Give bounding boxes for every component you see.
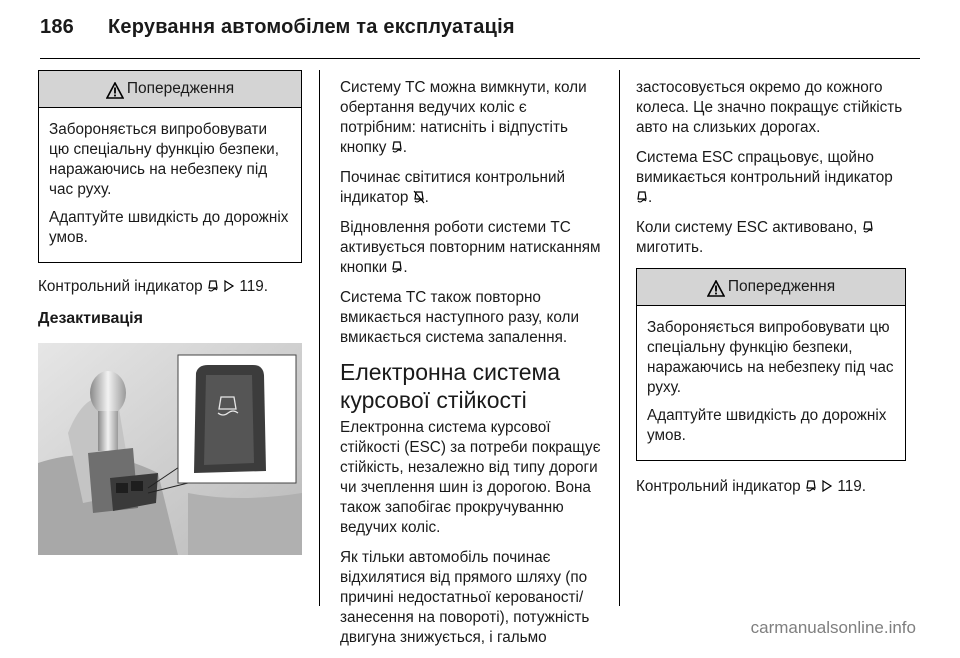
paragraph-text: Відновлення роботи системи ТС активується повторним натисканням кнопки	[340, 219, 601, 276]
warning-advice: Адаптуйте швидкість до дорожніх умов.	[49, 209, 289, 246]
page-reference-icon	[223, 279, 235, 293]
traction-control-icon	[636, 190, 648, 204]
paragraph: Систему ТС можна вимкнути, коли обертання ведучих коліс є потрібним: натисніть і відпустіть кнопку .	[340, 79, 587, 156]
warning-box	[38, 70, 302, 263]
traction-control-icon	[391, 260, 403, 274]
paragraph: Як тільки автомобіль починає відхилятися від прямого шляху (по причині недостатньої керованості/ занесення на повороті), потужність двигуна знижується, і гальмо	[340, 549, 590, 646]
warning-triangle-icon	[106, 82, 124, 99]
warning-text: Забороняється випробовувати цю спеціальну функцію безпеки, наражаючись на небезпеку під час руху.	[647, 319, 894, 396]
column-3	[636, 78, 906, 507]
paragraph-text: Система ESC спрацьовує, щойно вимикається контрольний індикатор	[636, 149, 893, 186]
paragraph-text: Систему ТС можна вимкнути, коли обертання ведучих коліс є потрібним: натисніть і відпустіть кнопку	[340, 79, 587, 156]
indicator-reference: 119.	[837, 478, 866, 495]
column-1	[38, 70, 302, 555]
indicator-text: Контрольний індикатор	[38, 278, 203, 295]
indicator-text: Контрольний індикатор	[636, 478, 801, 495]
paragraph: Електронна система курсової стійкості (ESC) за потреби покращує стійкість, незалежно від типу дороги чи зчеплення шин із дорогою. Вона також запобігає прокручуванню ведучих коліс.	[340, 419, 601, 536]
console-illustration	[38, 343, 302, 555]
column-divider-1	[319, 70, 320, 606]
traction-control-icon	[207, 279, 219, 293]
page-reference-icon	[821, 479, 833, 493]
warning-header	[39, 71, 301, 108]
traction-off-icon	[413, 190, 425, 204]
paragraph-text: Починає світитися контрольний індикатор	[340, 169, 566, 206]
page-title: Керування автомобілем та експлуатація	[108, 16, 515, 38]
paragraph-text: миготить.	[636, 239, 704, 256]
column-2	[340, 78, 605, 658]
paragraph: Відновлення роботи системи ТС активується повторним натисканням кнопки .	[340, 219, 601, 276]
traction-control-icon	[805, 479, 817, 493]
header-rule	[40, 58, 920, 59]
warning-advice: Адаптуйте швидкість до дорожніх умов.	[647, 407, 887, 444]
paragraph: Система ТС також повторно вмикається наступного разу, коли вмикається система запалення.	[340, 289, 579, 346]
paragraph-text: Коли систему ESC активовано,	[636, 219, 858, 236]
column-divider-2	[619, 70, 620, 606]
paragraph: Починає світитися контрольний індикатор .	[340, 169, 566, 206]
section-heading: Електронна система курсової стійкості	[340, 359, 561, 413]
page-header	[40, 16, 515, 39]
traction-control-icon	[391, 140, 403, 154]
traction-control-icon	[862, 220, 874, 234]
warning-header	[637, 269, 905, 306]
indicator-reference: 119.	[239, 278, 268, 295]
warning-title: Попередження	[727, 278, 836, 295]
warning-box	[636, 268, 906, 461]
watermark: carmanualsonline.info	[750, 618, 916, 637]
warning-text: Забороняється випробовувати цю спеціальну функцію безпеки, наражаючись на небезпеку під час руху.	[49, 121, 279, 198]
section-heading: Дезактивація	[38, 310, 143, 327]
warning-title: Попередження	[126, 80, 235, 97]
paragraph: застосовується окремо до кожного колеса. Це значно покращує стійкість авто на слизьких дорогах.	[636, 79, 903, 136]
page-number: 186	[40, 16, 74, 38]
warning-body	[39, 108, 301, 262]
indicator-line	[38, 277, 302, 297]
warning-triangle-icon	[707, 280, 725, 297]
warning-body	[637, 306, 905, 460]
paragraph: Система ESC спрацьовує, щойно вимикається контрольний індикатор .	[636, 149, 893, 206]
indicator-line	[636, 477, 906, 497]
console-photo	[38, 343, 302, 555]
paragraph	[636, 218, 906, 258]
